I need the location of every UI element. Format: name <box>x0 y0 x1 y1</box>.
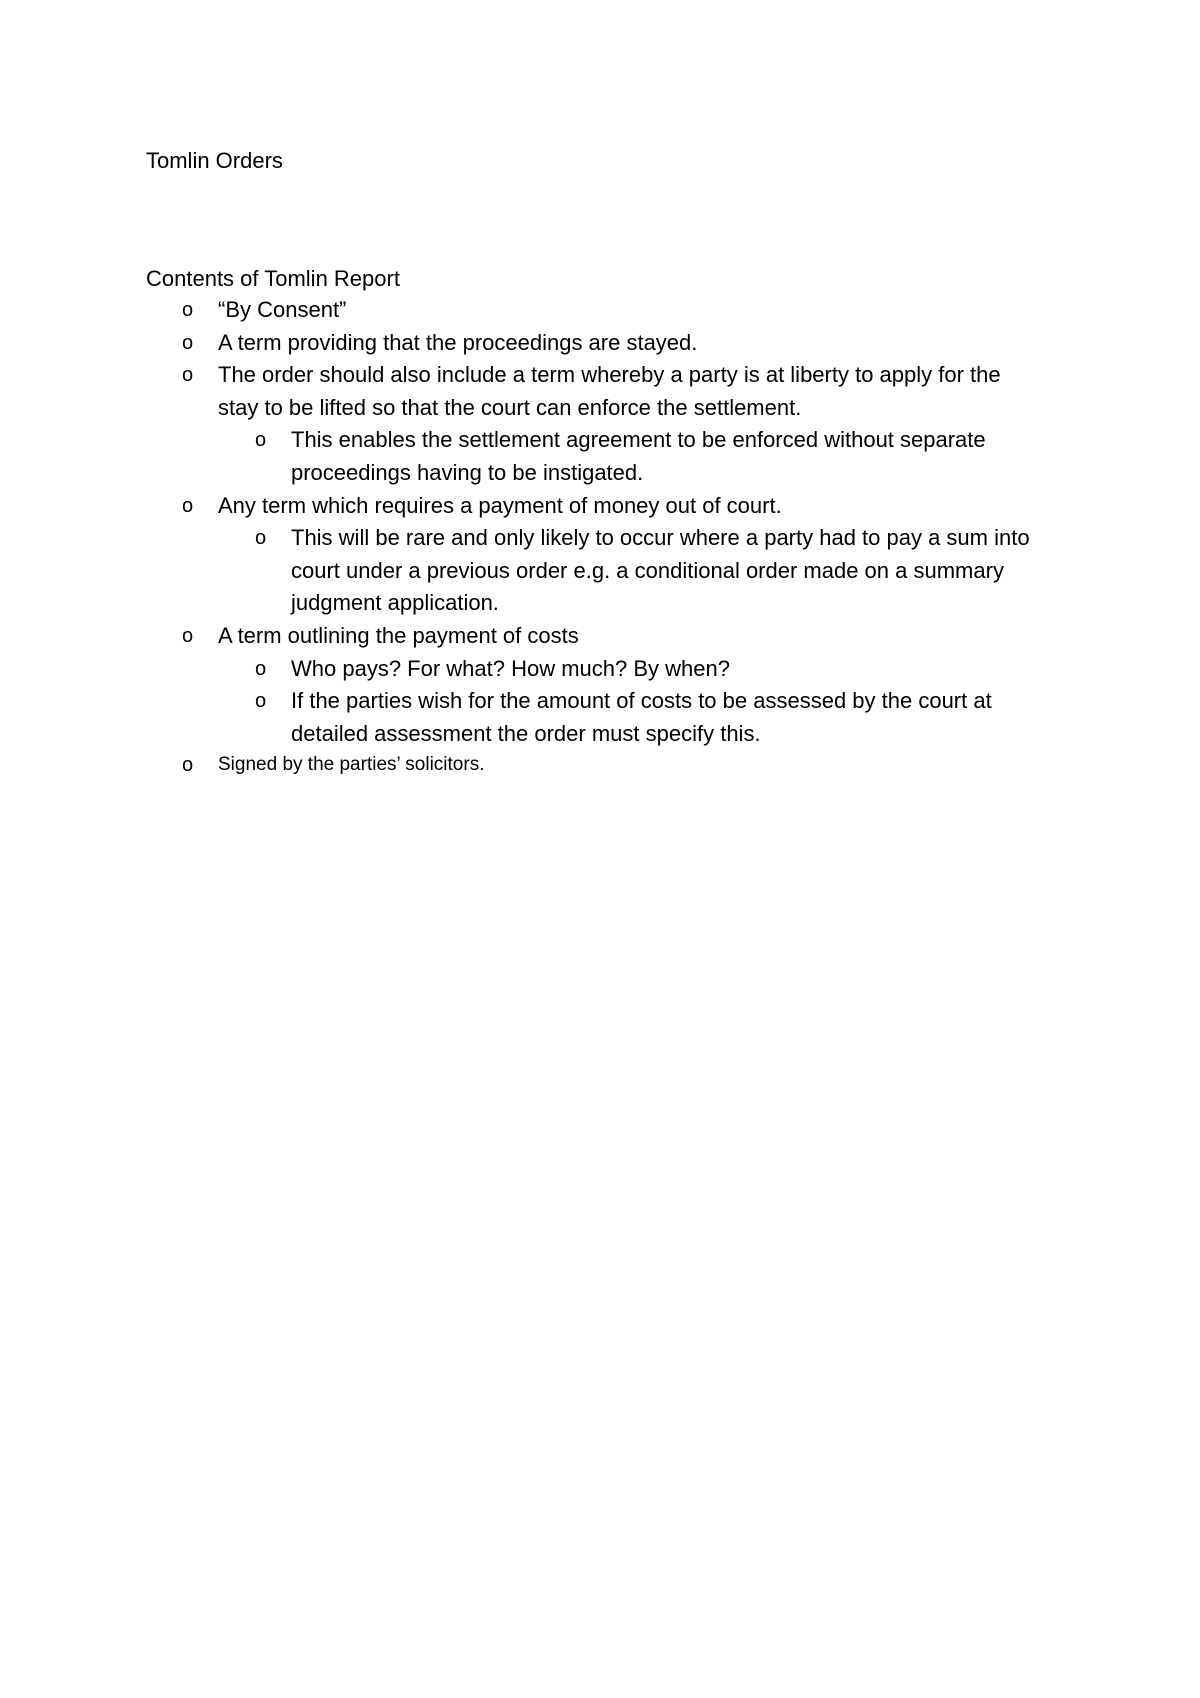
bullet-icon: o <box>255 527 267 550</box>
list-item <box>146 490 1046 523</box>
list-item-text: Who pays? For what? How much? By when? <box>291 655 730 681</box>
list-item-text: This enables the settlement agreement to be enforced without separate proceedings having to be instigated. <box>291 427 986 485</box>
sub-list-item <box>146 424 1046 489</box>
list-item-text: If the parties wish for the amount of costs to be assessed by the court at detailed assessment the order must specify this. <box>291 688 992 746</box>
list-item <box>146 294 1046 327</box>
section-heading: Contents of Tomlin Report <box>146 266 400 291</box>
bullet-icon: o <box>182 494 194 517</box>
list-item <box>146 620 1046 653</box>
list-item <box>146 359 1046 424</box>
bullet-icon: o <box>255 690 267 713</box>
list-item-text: Signed by the parties’ solicitors. <box>218 754 485 776</box>
list-item-text: A term outlining the payment of costs <box>218 622 579 648</box>
bullet-icon: o <box>255 657 267 680</box>
list-item <box>146 327 1046 360</box>
bullet-icon: o <box>182 299 194 321</box>
list-item-text: This will be rare and only likely to occur where a party had to pay a sum into court under a previous order e.g. a conditional order made on a summary judgment application. <box>291 525 1030 616</box>
contents-list <box>146 294 1046 780</box>
bullet-icon: o <box>255 429 267 452</box>
list-item-text: “By Consent” <box>218 297 347 322</box>
sub-list-item <box>146 685 1046 750</box>
bullet-icon: o <box>182 364 194 387</box>
list-item-text: The order should also include a term whereby a party is at liberty to apply for the stay to be lifted so that the court can enforce the settlement. <box>218 362 1001 420</box>
list-item-text: A term providing that the proceedings are stayed. <box>218 329 698 355</box>
sub-list-item <box>146 522 1046 620</box>
bullet-icon: o <box>182 754 194 777</box>
list-item-text: Any term which requires a payment of money out of court. <box>218 492 782 518</box>
bullet-icon: o <box>182 624 194 647</box>
document-title: Tomlin Orders <box>146 148 283 173</box>
sub-list-item <box>146 653 1046 686</box>
list-item <box>146 750 1046 780</box>
bullet-icon: o <box>182 331 194 354</box>
